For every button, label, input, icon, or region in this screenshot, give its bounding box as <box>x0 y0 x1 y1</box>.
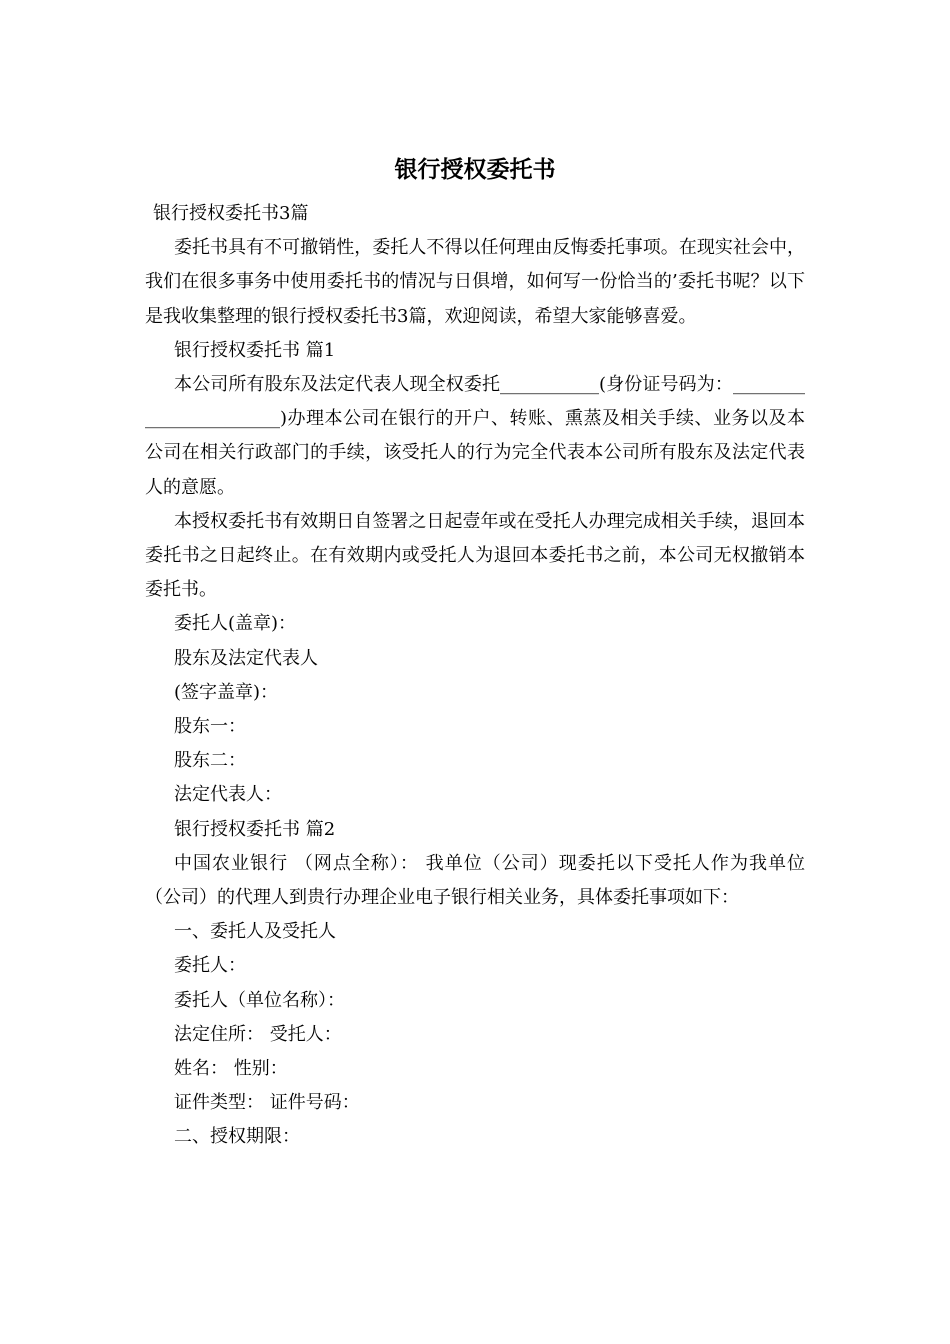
address-agent-line: 法定住所： 受托人： <box>174 1023 342 1045</box>
intro-paragraph: 委托书具有不可撤销性，委托人不得以任何理由反悔委托事项。在现实社会中，我们在很多事务中使用委托书的情况与日俱增，如何写一份恰当的’委托书呢？以下是我收集整理的银行授权委托书3篇，欢迎阅读，希望大家能够喜爱。 <box>145 237 805 327</box>
shareholder-one-line: 股东一： <box>174 716 246 738</box>
principal-unit-line: 委托人（单位名称）： <box>174 989 345 1011</box>
shareholders-line: 股东及法定代表人 <box>174 647 318 669</box>
name-gender-line: 姓名： 性别： <box>174 1058 288 1080</box>
signature-line: (签字盖章)： <box>174 681 279 703</box>
validity-paragraph: 本授权委托书有效期日自签署之日起壹年或在受托人办理完成相关手续，退回本委托书之日起终止。在有效期内或受托人为退回本委托书之前，本公司无权撤销本委托书。 <box>145 510 805 601</box>
authorization-period-heading: 二、授权期限： <box>174 1126 300 1148</box>
document-body <box>145 197 805 1155</box>
principal-agent-heading: 一、委托人及受托人 <box>174 921 336 943</box>
bank-paragraph: 中国农业银行 （网点全称）： 我单位（公司）现委托以下受托人作为我单位（公司）的代理人到贵行办理企业电子银行相关业务，具体委托事项如下： <box>145 852 805 909</box>
legal-rep-line: 法定代表人： <box>174 784 282 806</box>
document-subtitle: 银行授权委托书3篇 <box>153 203 309 224</box>
principal-seal-line: 委托人(盖章)： <box>174 613 297 635</box>
id-type-number-line: 证件类型： 证件号码： <box>174 1092 360 1114</box>
section-heading-2: 银行授权委托书 篇2 <box>174 818 336 840</box>
shareholder-two-line: 股东二： <box>174 750 246 772</box>
principal-line: 委托人： <box>174 955 246 977</box>
document-title: 银行授权委托书 <box>394 156 556 183</box>
section-heading-1: 银行授权委托书 篇1 <box>174 339 336 361</box>
authorization-paragraph: 本公司所有股东及法定代表人现全权委托___________(身份证号码为：_______________________)办理本公司在银行的开户、转账、熏蒸及相关手续、业务以及本公司在相关行政部门的手续，该受托人的行为完全代表本公司所有股东及法定代表人的意愿。 <box>145 374 805 498</box>
